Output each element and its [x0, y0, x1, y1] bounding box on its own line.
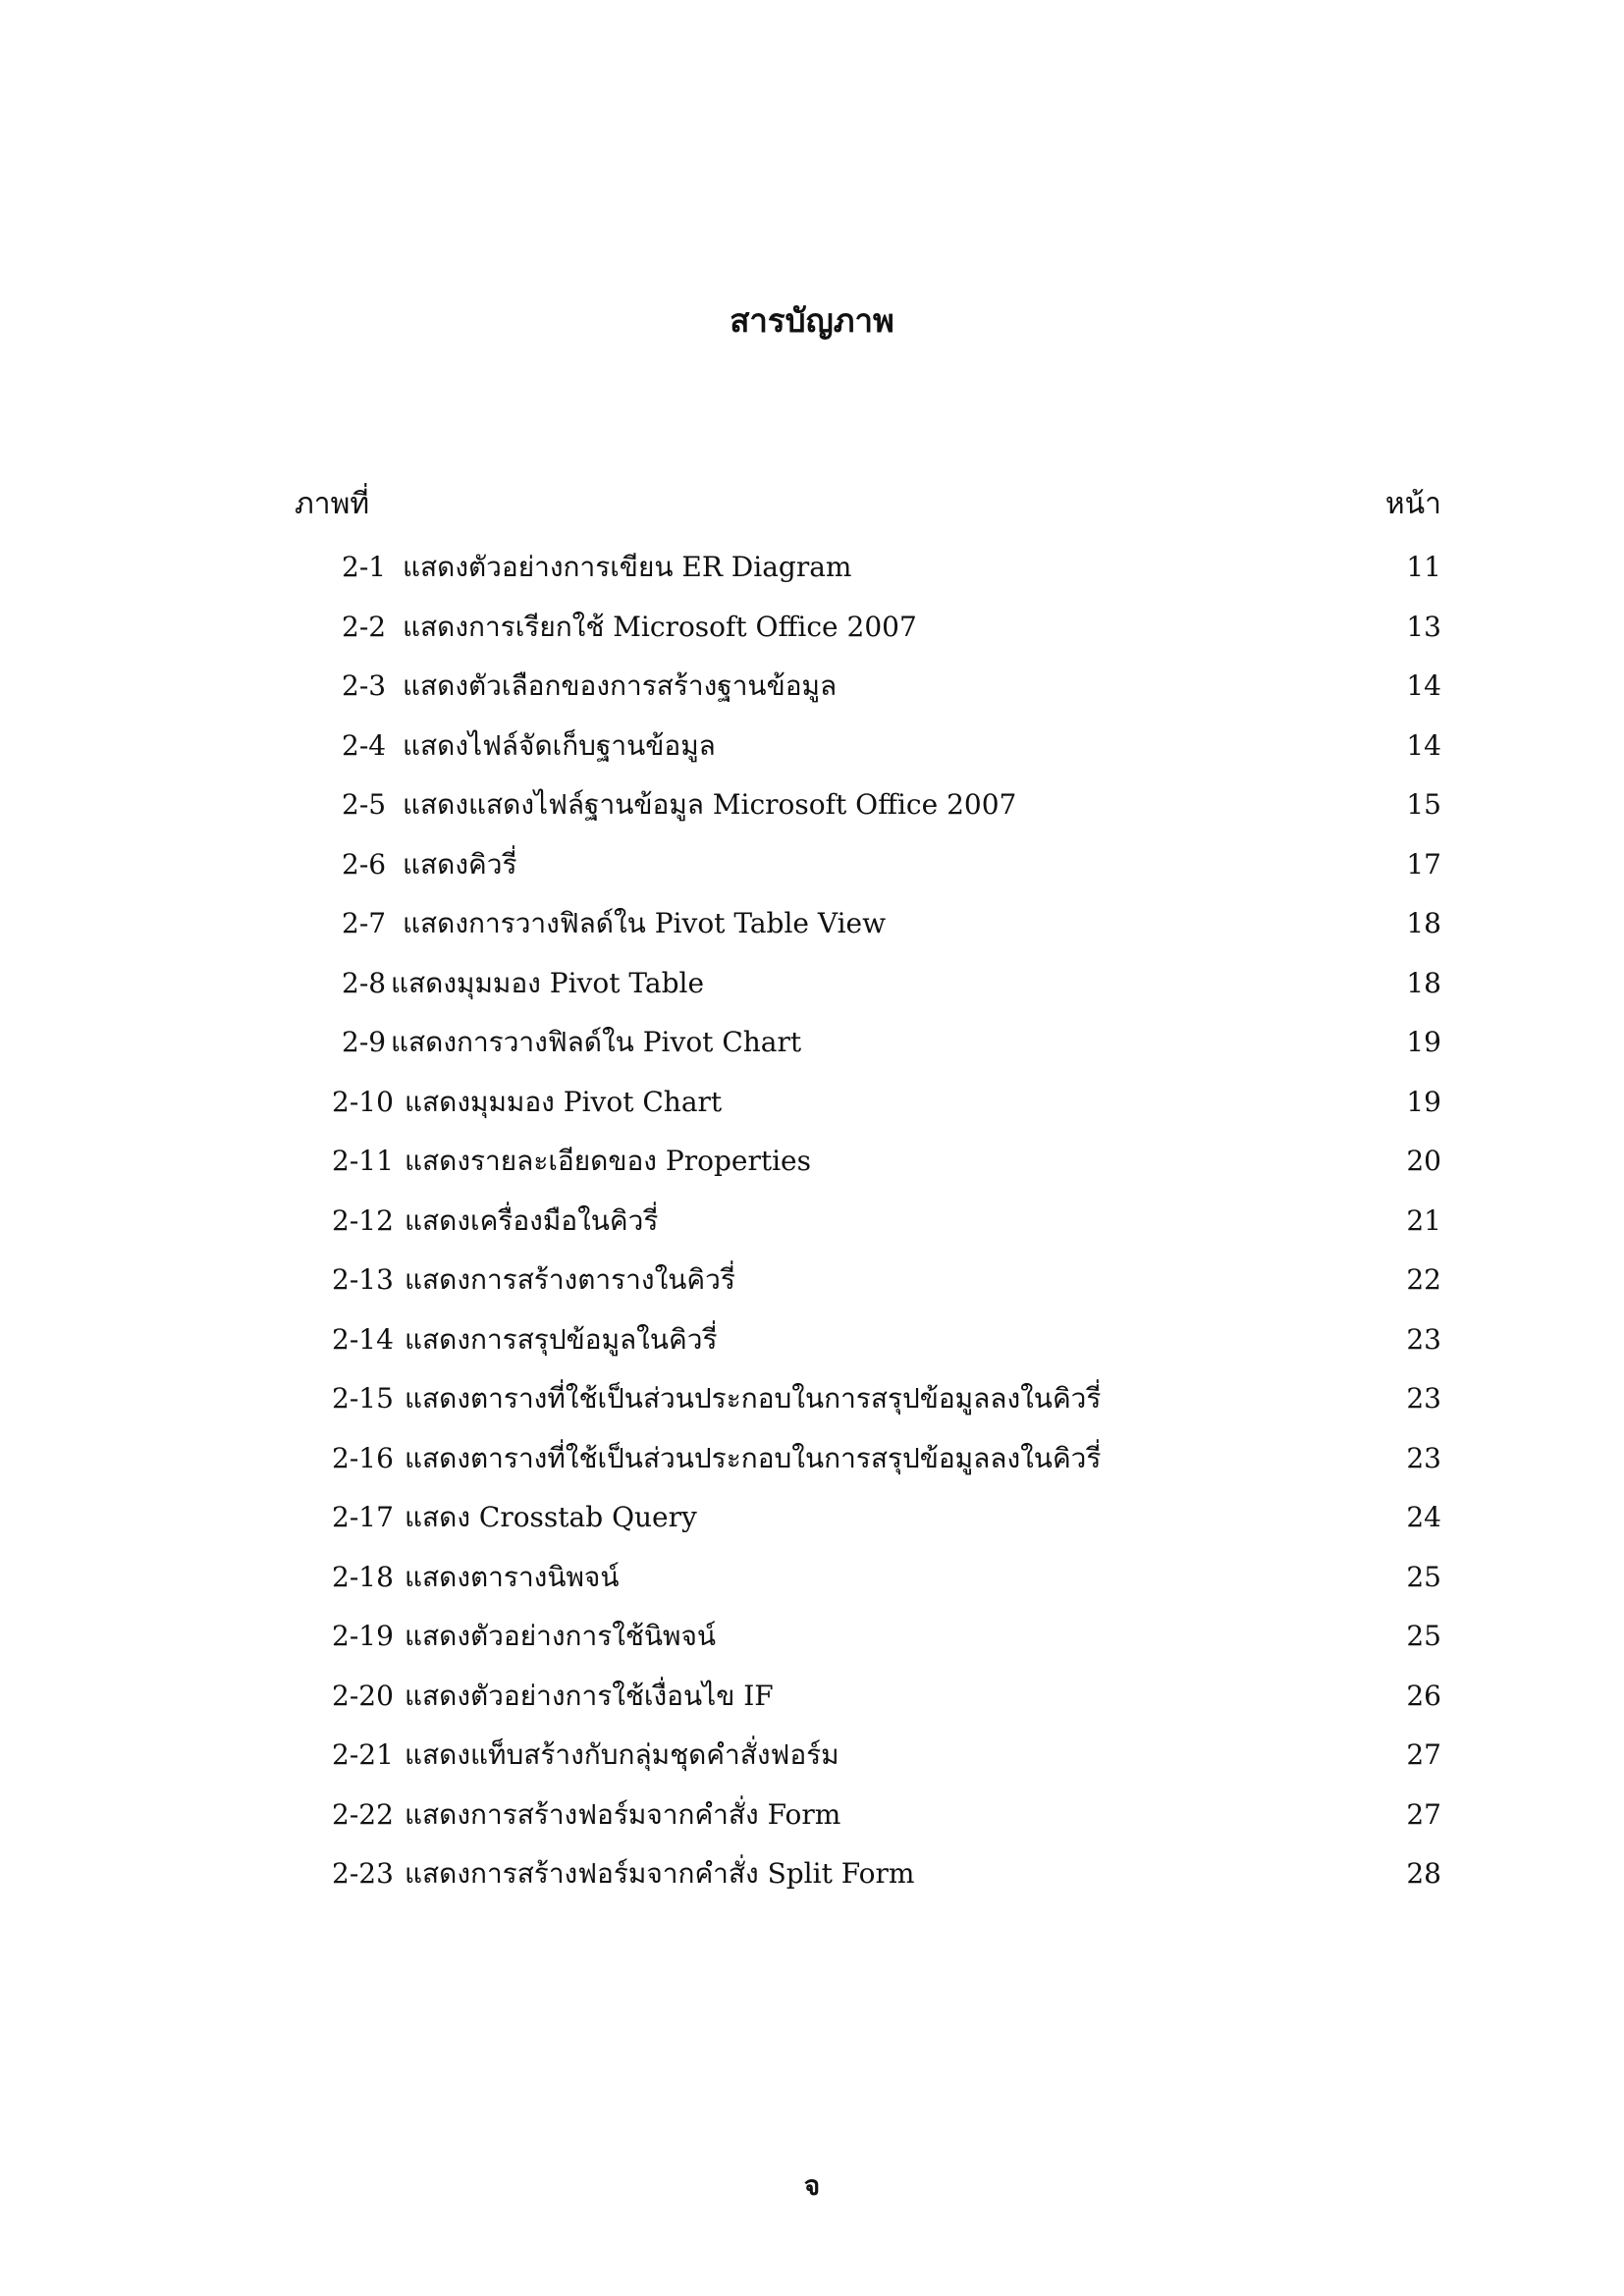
figure-description: แสดงตัวเลือกของการสร้างฐานข้อมูล — [403, 669, 838, 702]
list-item — [295, 1612, 1441, 1672]
list-item — [295, 1374, 1441, 1434]
figure-number: 2-2 — [342, 610, 387, 643]
list-item — [295, 543, 1441, 603]
list-item — [295, 662, 1441, 721]
list-header — [295, 481, 1441, 530]
figure-description: แสดงการวางฟิลด์ใน Pivot Table View — [403, 907, 887, 939]
list-item — [295, 780, 1441, 840]
figure-page-number: 13 — [1406, 610, 1441, 643]
figure-number: 2-11 — [332, 1145, 394, 1177]
figure-page-number: 18 — [1406, 907, 1441, 939]
figure-page-number: 14 — [1406, 728, 1441, 762]
figure-page-number: 23 — [1406, 1382, 1441, 1415]
figure-page-number: 23 — [1406, 1441, 1441, 1474]
figure-page-number: 28 — [1406, 1857, 1441, 1890]
list-item — [295, 1672, 1441, 1732]
figure-description: แสดงรายละเอียดของ Properties — [405, 1145, 811, 1177]
list-item — [295, 1553, 1441, 1613]
figure-description: แสดง Crosstab Query — [405, 1501, 697, 1533]
list-item — [295, 1493, 1441, 1553]
figure-page-number: 27 — [1406, 1738, 1441, 1771]
figure-number: 2-22 — [332, 1797, 394, 1831]
figure-number: 2-23 — [332, 1857, 394, 1890]
figure-number: 2-14 — [332, 1322, 394, 1356]
page-title: สารบัญภาพ — [730, 301, 894, 340]
figure-description: แสดงการสร้างตารางในคิวรี่ — [405, 1263, 735, 1296]
list-item — [295, 1315, 1441, 1375]
figure-list — [295, 543, 1441, 1909]
list-item — [295, 1018, 1441, 1078]
figure-page-number: 15 — [1406, 788, 1441, 821]
figure-number: 2-4 — [342, 728, 387, 762]
figure-description: แสดงมุมมอง Pivot Table — [391, 966, 705, 999]
figure-description: แสดงการเรียกใช้ Microsoft Office 2007 — [403, 610, 917, 643]
figure-number: 2-15 — [332, 1382, 394, 1415]
figure-number: 2-3 — [342, 669, 387, 702]
figure-number: 2-12 — [332, 1203, 394, 1237]
figure-description: แสดงการสร้างฟอร์มจากคำสั่ง Split Form — [405, 1857, 915, 1890]
figure-page-number: 22 — [1406, 1263, 1441, 1296]
figure-page-number: 14 — [1406, 669, 1441, 702]
list-item — [295, 1731, 1441, 1790]
figure-description: แสดงเครื่องมือในคิวรี่ — [405, 1203, 659, 1237]
page-number-header: หน้า — [1384, 487, 1441, 521]
figure-description: แสดงมุมมอง Pivot Chart — [405, 1085, 723, 1118]
figure-description: แสดงการวางฟิลด์ใน Pivot Chart — [391, 1026, 802, 1058]
figure-description: แสดงตัวอย่างการใช้เงื่อนไข IF — [405, 1679, 774, 1712]
figure-number: 2-21 — [332, 1738, 394, 1771]
list-item — [295, 959, 1441, 1019]
figure-number: 2-1 — [342, 551, 387, 583]
figure-number: 2-16 — [332, 1441, 394, 1474]
figure-description: แสดงตารางที่ใช้เป็นส่วนประกอบในการสรุปข้อมูลลงในคิวรี่ — [405, 1441, 1102, 1474]
list-item — [295, 840, 1441, 900]
figure-description: แสดงตารางที่ใช้เป็นส่วนประกอบในการสรุปข้อมูลลงในคิวรี่ — [405, 1382, 1102, 1415]
figure-page-number: 21 — [1406, 1203, 1441, 1237]
figure-page-number: 18 — [1406, 966, 1441, 999]
figure-description: แสดงแท็บสร้างกับกลุ่มชุดคำสั่งฟอร์ม — [405, 1738, 839, 1771]
figure-description: แสดงตัวอย่างการใช้นิพจน์ — [405, 1620, 717, 1652]
figure-number: 2-6 — [342, 847, 387, 881]
figure-description: แสดงแสดงไฟล์ฐานข้อมูล Microsoft Office 2007 — [403, 788, 1017, 821]
figure-number: 2-17 — [332, 1501, 394, 1533]
figure-page-number: 19 — [1406, 1026, 1441, 1058]
figure-page-number: 27 — [1406, 1797, 1441, 1831]
list-item — [295, 899, 1441, 959]
list-item — [295, 603, 1441, 663]
figure-number: 2-19 — [332, 1620, 394, 1652]
figure-number: 2-7 — [342, 907, 387, 939]
figure-page-number: 25 — [1406, 1560, 1441, 1593]
figure-page-number: 26 — [1406, 1679, 1441, 1712]
figure-page-number: 24 — [1406, 1501, 1441, 1533]
figure-description: แสดงตารางนิพจน์ — [405, 1560, 620, 1593]
figure-description: แสดงการสร้างฟอร์มจากคำสั่ง Form — [405, 1797, 841, 1831]
figure-number: 2-8 — [342, 966, 387, 999]
list-item — [295, 1137, 1441, 1197]
list-item — [295, 1255, 1441, 1315]
figure-description: แสดงไฟล์จัดเก็บฐานข้อมูล — [403, 728, 716, 762]
figure-page-number: 23 — [1406, 1322, 1441, 1356]
figure-number: 2-13 — [332, 1263, 394, 1296]
list-item — [295, 1790, 1441, 1850]
figure-page-number: 11 — [1406, 551, 1441, 583]
figure-number: 2-18 — [332, 1560, 394, 1593]
list-item — [295, 721, 1441, 781]
list-item — [295, 1434, 1441, 1494]
figure-page-number: 19 — [1406, 1085, 1441, 1118]
list-item — [295, 1197, 1441, 1256]
figure-page-number: 17 — [1406, 847, 1441, 881]
figure-number: 2-10 — [332, 1085, 394, 1118]
figure-description: แสดงคิวรี่ — [403, 847, 517, 881]
figure-number: 2-20 — [332, 1679, 394, 1712]
figure-number: 2-5 — [342, 788, 387, 821]
figure-description: แสดงการสรุปข้อมูลในคิวรี่ — [405, 1322, 718, 1356]
figure-description: แสดงตัวอย่างการเขียน ER Diagram — [403, 551, 852, 583]
page-marker: จ — [803, 2169, 821, 2202]
list-item — [295, 1849, 1441, 1909]
list-item — [295, 1078, 1441, 1138]
figure-page-number: 20 — [1406, 1145, 1441, 1177]
figure-number: 2-9 — [342, 1026, 387, 1058]
figure-page-number: 25 — [1406, 1620, 1441, 1652]
figure-number-header: ภาพที่ — [295, 487, 370, 521]
